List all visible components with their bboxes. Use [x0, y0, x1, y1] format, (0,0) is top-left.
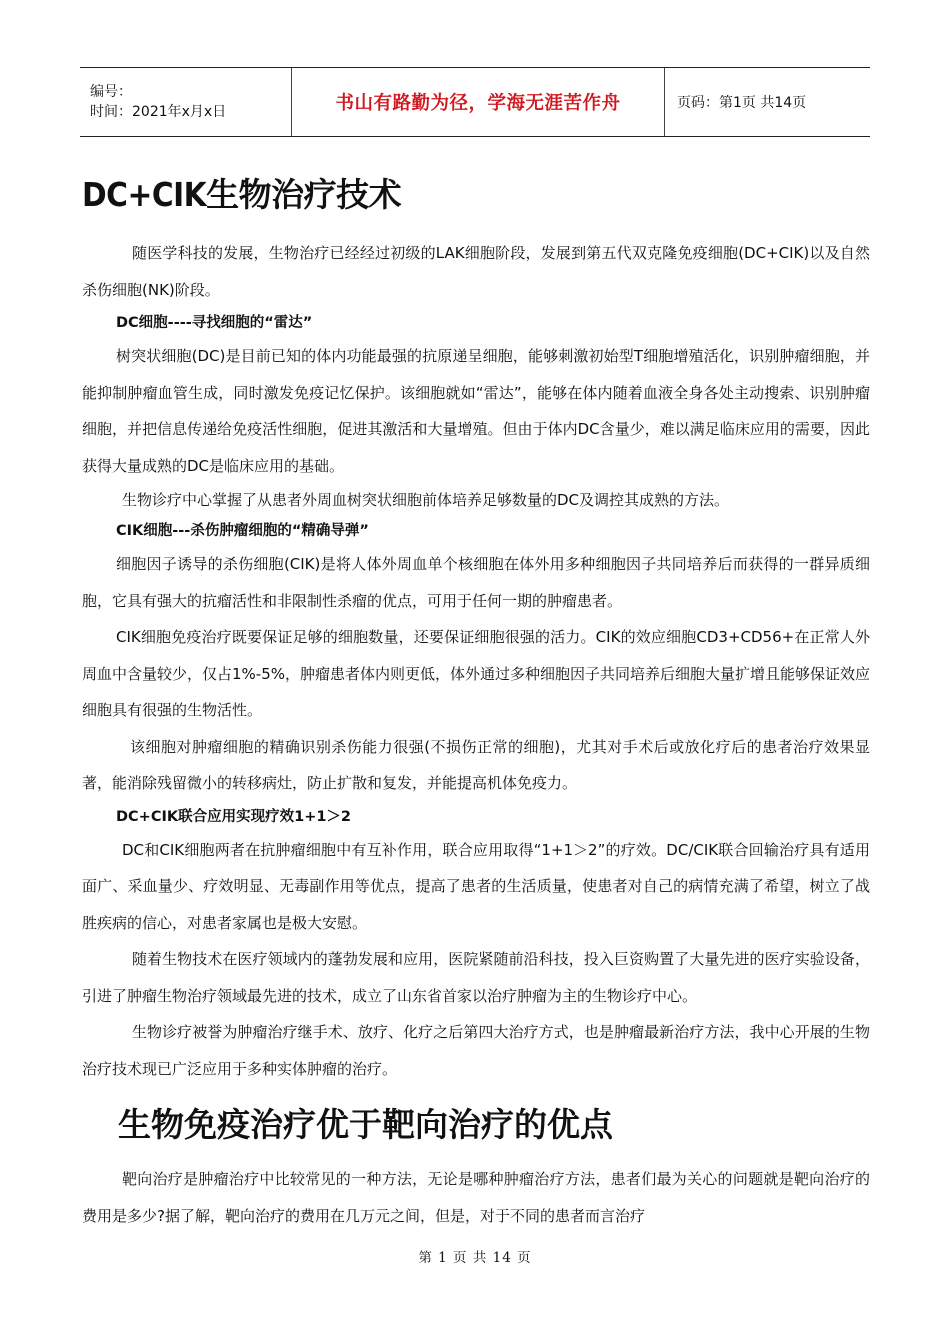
header-page-cell — [665, 68, 870, 136]
intro-paragraph: 随医学科技的发展，生物治疗已经经过初级的LAK细胞阶段，发展到第五代双克隆免疫细胞(DC+CIK)以及自然杀伤细胞(NK)阶段。 — [82, 244, 870, 299]
combo-paragraph-2: 随着生物技术在医疗领域内的蓬勃发展和应用，医院紧随前沿科技，投入巨资购置了大量先进的医疗实验设备，引进了肿瘤生物治疗领域最先进的技术，成立了山东省首家以治疗肿瘤为主的生物诊疗中心。 — [82, 950, 870, 1005]
cik-paragraph-3: 该细胞对肿瘤细胞的精确识别杀伤能力很强(不损伤正常的细胞)，尤其对手术后或放化疗后的患者治疗效果显著，能消除残留微小的转移病灶，防止扩散和复发，并能提高机体免疫力。 — [82, 737, 870, 792]
page-footer: 第 1 页 共 14 页 — [418, 1250, 532, 1266]
combo-paragraph-1: DC和CIK细胞两者在抗肿瘤细胞中有互补作用，联合应用取得“1+1＞2”的疗效。DC/CIK联合回输治疗具有适用面广、采血量少、疗效明显、无毒副作用等优点，提高了患者的生活质量，使患者对自己的病情充满了希望，树立了战胜疾病的信心，对患者家属也是极大安慰。 — [82, 840, 870, 932]
dc-paragraph-2: 生物诊疗中心掌握了从患者外周血树突状细胞前体培养足够数量的DC及调控其成熟的方法。 — [122, 491, 730, 509]
document-body — [82, 165, 870, 1234]
document-header — [80, 67, 870, 137]
target-paragraph-1: 靶向治疗是肿瘤治疗中比较常见的一种方法，无论是哪种肿瘤治疗方法，患者们最为关心的问题就是靶向治疗的费用是多少?据了解，靶向治疗的费用在几万元之间，但是，对于不同的患者而言治疗 — [82, 1170, 870, 1225]
cik-heading: CIK细胞---杀伤肿瘤细胞的“精确导弹” — [116, 523, 369, 539]
header-meta-cell — [80, 68, 292, 136]
header-motto-cell — [292, 68, 665, 136]
number-label: 编号： — [90, 84, 132, 100]
page-info: 页码：第1页 共14页 — [677, 95, 807, 111]
document-title: DC+CIK生物治疗技术 — [82, 175, 402, 214]
dc-paragraph-1: 树突状细胞(DC)是目前已知的体内功能最强的抗原递呈细胞，能够刺激初始型T细胞增殖活化，识别肿瘤细胞，并能抑制肿瘤血管生成，同时激发免疫记忆保护。该细胞就如“雷达”，能够在体内随着血液全身各处主动搜索、识别肿瘤细胞，并把信息传递给免疫活性细胞，促进其激活和大量增殖。但由于体内DC含量少，难以满足临床应用的需要，因此获得大量成熟的DC是临床应用的基础。 — [82, 347, 870, 475]
cik-paragraph-1: 细胞因子诱导的杀伤细胞(CIK)是将人体外周血单个核细胞在体外用多种细胞因子共同培养后而获得的一群异质细胞，它具有强大的抗瘤活性和非限制性杀瘤的优点，可用于任何一期的肿瘤患者。 — [82, 555, 870, 610]
dc-heading: DC细胞----寻找细胞的“雷达” — [116, 315, 313, 331]
motto-text: 书山有路勤为径，学海无涯苦作舟 — [335, 93, 621, 114]
section-title-2: 生物免疫治疗优于靶向治疗的优点 — [118, 1105, 613, 1144]
combo-heading: DC+CIK联合应用实现疗效1+1＞2 — [116, 808, 352, 825]
cik-paragraph-2: CIK细胞免疫治疗既要保证足够的细胞数量，还要保证细胞很强的活力。CIK的效应细胞CD3+CD56+在正常人外周血中含量较少，仅占1%-5%，肿瘤患者体内则更低，体外通过多种细胞因子共同培养后细胞大量扩增且能够保证效应细胞具有很强的生物活性。 — [82, 628, 871, 719]
time-label: 时间：2021年x月x日 — [90, 104, 227, 120]
combo-paragraph-3: 生物诊疗被誉为肿瘤治疗继手术、放疗、化疗之后第四大治疗方式，也是肿瘤最新治疗方法，我中心开展的生物治疗技术现已广泛应用于多种实体肿瘤的治疗。 — [82, 1023, 870, 1078]
